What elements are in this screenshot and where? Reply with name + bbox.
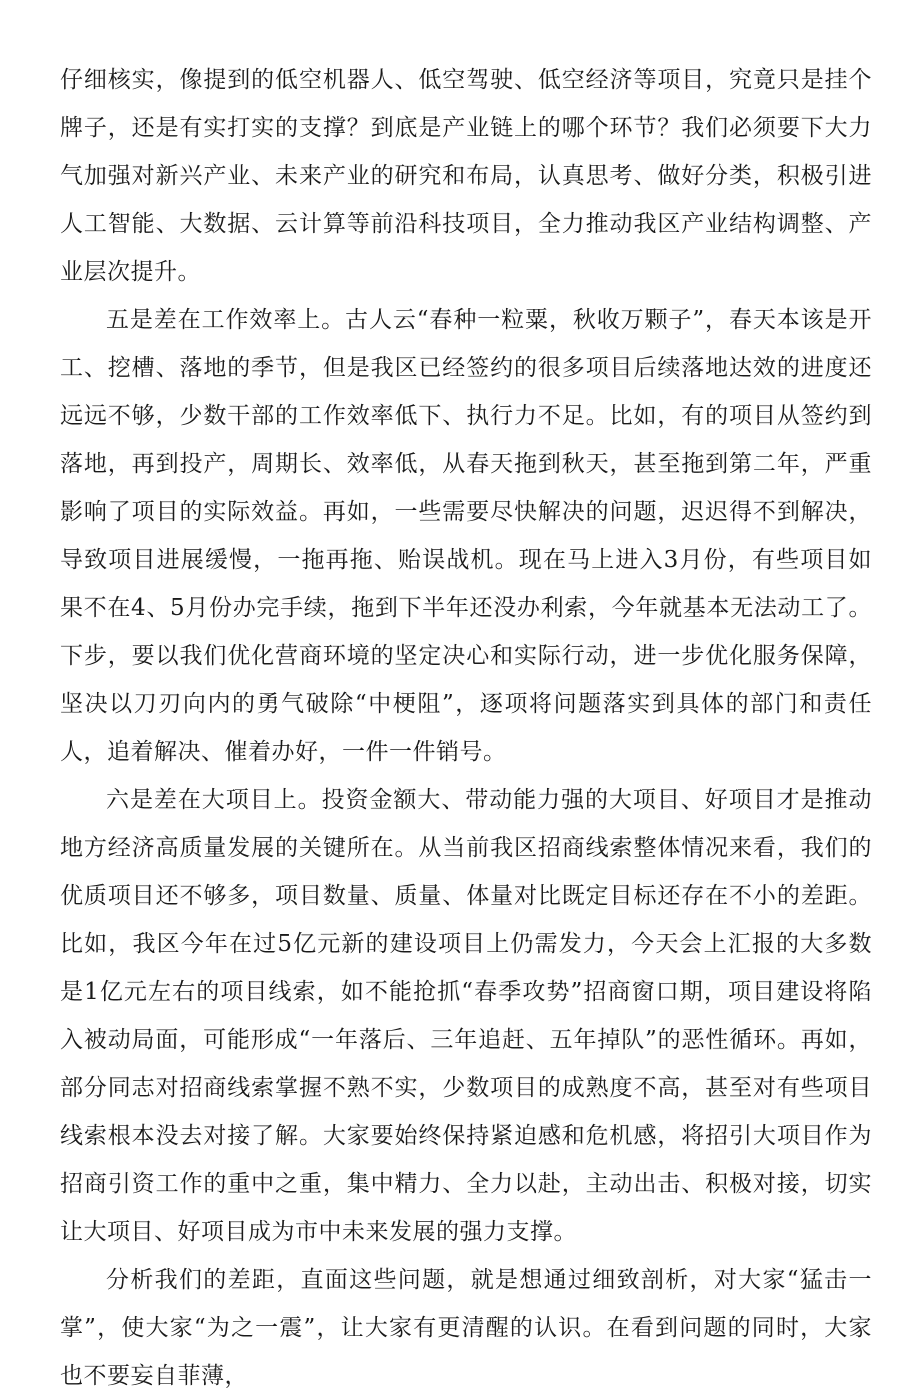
paragraph-3: 六是差在大项目上。投资金额大、带动能力强的大项目、好项目才是推动地方经济高质量发展的关键所在。从当前我区招商线索整体情况来看，我们的优质项目还不够多，项目数量、质量、体量对比既定目标还存在不小的差距。比如，我区今年在过5亿元新的建设项目上仍需发力，今天会上汇报的大多数是1亿元左右的项目线索，如不能抢抓“春季攻势”招商窗口期，项目建设将陷入被动局面，可能形成“一年落后、三年追赶、五年掉队”的恶性循环。再如，部分同志对招商线索掌握不熟不实，少数项目的成熟度不高，甚至对有些项目线索根本没去对接了解。大家要始终保持紧迫感和危机感，将招引大项目作为招商引资工作的重中之重，集中精力、全力以赴，主动出击、积极对接，切实让大项目、好项目成为市中未来发展的强力支撑。 <box>60 787 872 1245</box>
document-page <box>60 56 872 1400</box>
paragraph-1: 仔细核实，像提到的低空机器人、低空驾驶、低空经济等项目，究竟只是挂个牌子，还是有实打实的支撑？到底是产业链上的哪个环节？我们必须要下大力气加强对新兴产业、未来产业的研究和布局，认真思考、做好分类，积极引进人工智能、大数据、云计算等前沿科技项目，全力推动我区产业结构调整、产业层次提升。 <box>60 67 872 285</box>
paragraph-2: 五是差在工作效率上。古人云“春种一粒粟，秋收万颗子”，春天本该是开工、挖槽、落地的季节，但是我区已经签约的很多项目后续落地达效的进度还远远不够，少数干部的工作效率低下、执行力不足。比如，有的项目从签约到落地，再到投产，周期长、效率低，从春天拖到秋天，甚至拖到第二年，严重影响了项目的实际效益。再如，一些需要尽快解决的问题，迟迟得不到解决，导致项目进展缓慢，一拖再拖、贻误战机。现在马上进入3月份，有些项目如果不在4、5月份办完手续，拖到下半年还没办利索，今年就基本无法动工了。下步，要以我们优化营商环境的坚定决心和实际行动，进一步优化服务保障，坚决以刀刃向内的勇气破除“中梗阻”，逐项将问题落实到具体的部门和责任人，追着解决、催着办好，一件一件销号。 <box>60 307 872 765</box>
paragraph-4: 分析我们的差距，直面这些问题，就是想通过细致剖析，对大家“猛击一掌”，使大家“为之一震”，让大家有更清醒的认识。在看到问题的同时，大家也不要妄自菲薄， <box>60 1267 872 1389</box>
